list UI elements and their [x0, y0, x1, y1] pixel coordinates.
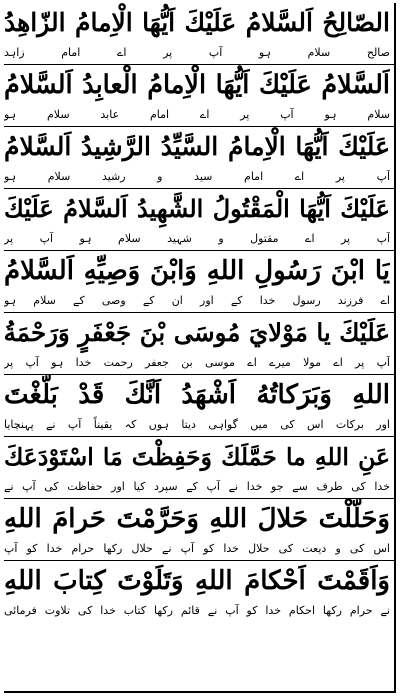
verse-block-10	[4, 561, 394, 631]
arabic-line: وَاَقَمْتَ اَحْكامَ اللهِ وَتَلَوْتَ كِتابَ اللهِ	[4, 566, 390, 596]
verse-block-5	[4, 251, 394, 313]
arabic-line: يَا ابْنَ رَسُولِ اللهِ وَابْنَ وَصِيِّهِ اَلسَّلامُ	[4, 256, 390, 286]
arabic-line: الصّالِحُ اَلسَّلامُ عَلَيْكَ اَيُّهَا الْاِمامُ الزّاهِدُ	[4, 8, 390, 37]
urdu-translation: صالح سلام ہو آپ پر اے امام زاہد	[4, 46, 390, 59]
urdu-translation: اور برکات اس کی میں گواہی دیتا ہوں کہ یقیناً آپ نے پہنچایا	[4, 418, 390, 431]
verse-block-8	[4, 437, 394, 499]
arabic-line: عَلَيْكَ اَيُّهَا الْاِمامُ السَّيِّدُ الرَّشِيدُ اَلسَّلامُ	[4, 132, 390, 161]
urdu-translation: آپ پر اے امام سید و رشید سلام ہو	[4, 170, 390, 183]
prayer-page	[4, 3, 396, 693]
urdu-translation: سلام ہو آپ پر اے امام عابد سلام ہو	[4, 108, 390, 121]
arabic-line: وَحَلَّلْتَ حَلالَ اللهِ وَحَرَّمْتَ حَرامَ اللهِ	[4, 504, 390, 534]
verse-block-6	[4, 313, 394, 375]
verse-block-4	[4, 189, 394, 251]
urdu-translation: آپ پر اے مولا میرے اے موسی بن جعفر رحمت خدا ہو آپ پر	[4, 356, 390, 369]
arabic-line: عَلَيْكَ اَيُّهَا الْمَقْتُولُ الشَّهِيدُ اَلسَّلامُ عَلَيْكَ	[4, 194, 390, 223]
arabic-line: عَلَيْكَ يا مَوْلايَ مُوسَى بْنَ جَعْفَرٍ وَرَحْمَةُ	[4, 318, 390, 347]
urdu-translation: اس کی و دیعت کی حلال خدا کو آپ نے حلال رکھا حرام خدا کو آپ	[4, 542, 390, 555]
arabic-line: اللهِ وَبَرَكاتُهُ اَشْهَدُ اَنَّكَ قَدْ بَلَّغْتَ	[4, 380, 390, 410]
verse-block-9	[4, 499, 394, 561]
urdu-translation: خدا کی طرف سے جو خدا نے آپ کے سپرد کیا اور حفاظت کی آپ نے	[4, 480, 390, 493]
urdu-translation: آپ پر اے مقتول و شہید سلام ہو آپ پر	[4, 232, 390, 245]
arabic-line: عَنِ اللهِ ما حَمَّلَكَ وَحَفِظْتَ مَا اسْتَوْدَعَكَ	[4, 443, 390, 471]
verse-block-1	[4, 3, 394, 65]
urdu-translation: نے حرام رکھا احکام خدا کو آپ نے قائم رکھا کتاب خدا کی تلاوت فرمائی	[4, 604, 390, 617]
verse-block-3	[4, 127, 394, 189]
urdu-translation: اے فرزند رسول خدا کے اور ان کے وصی کے سلام ہو	[4, 294, 390, 307]
arabic-line: اَلسَّلامُ عَلَيْكَ اَيُّهَا الْاِمامُ الْعابِدُ اَلسَّلامُ	[4, 70, 390, 100]
verse-block-2	[4, 65, 394, 127]
verse-block-7	[4, 375, 394, 437]
